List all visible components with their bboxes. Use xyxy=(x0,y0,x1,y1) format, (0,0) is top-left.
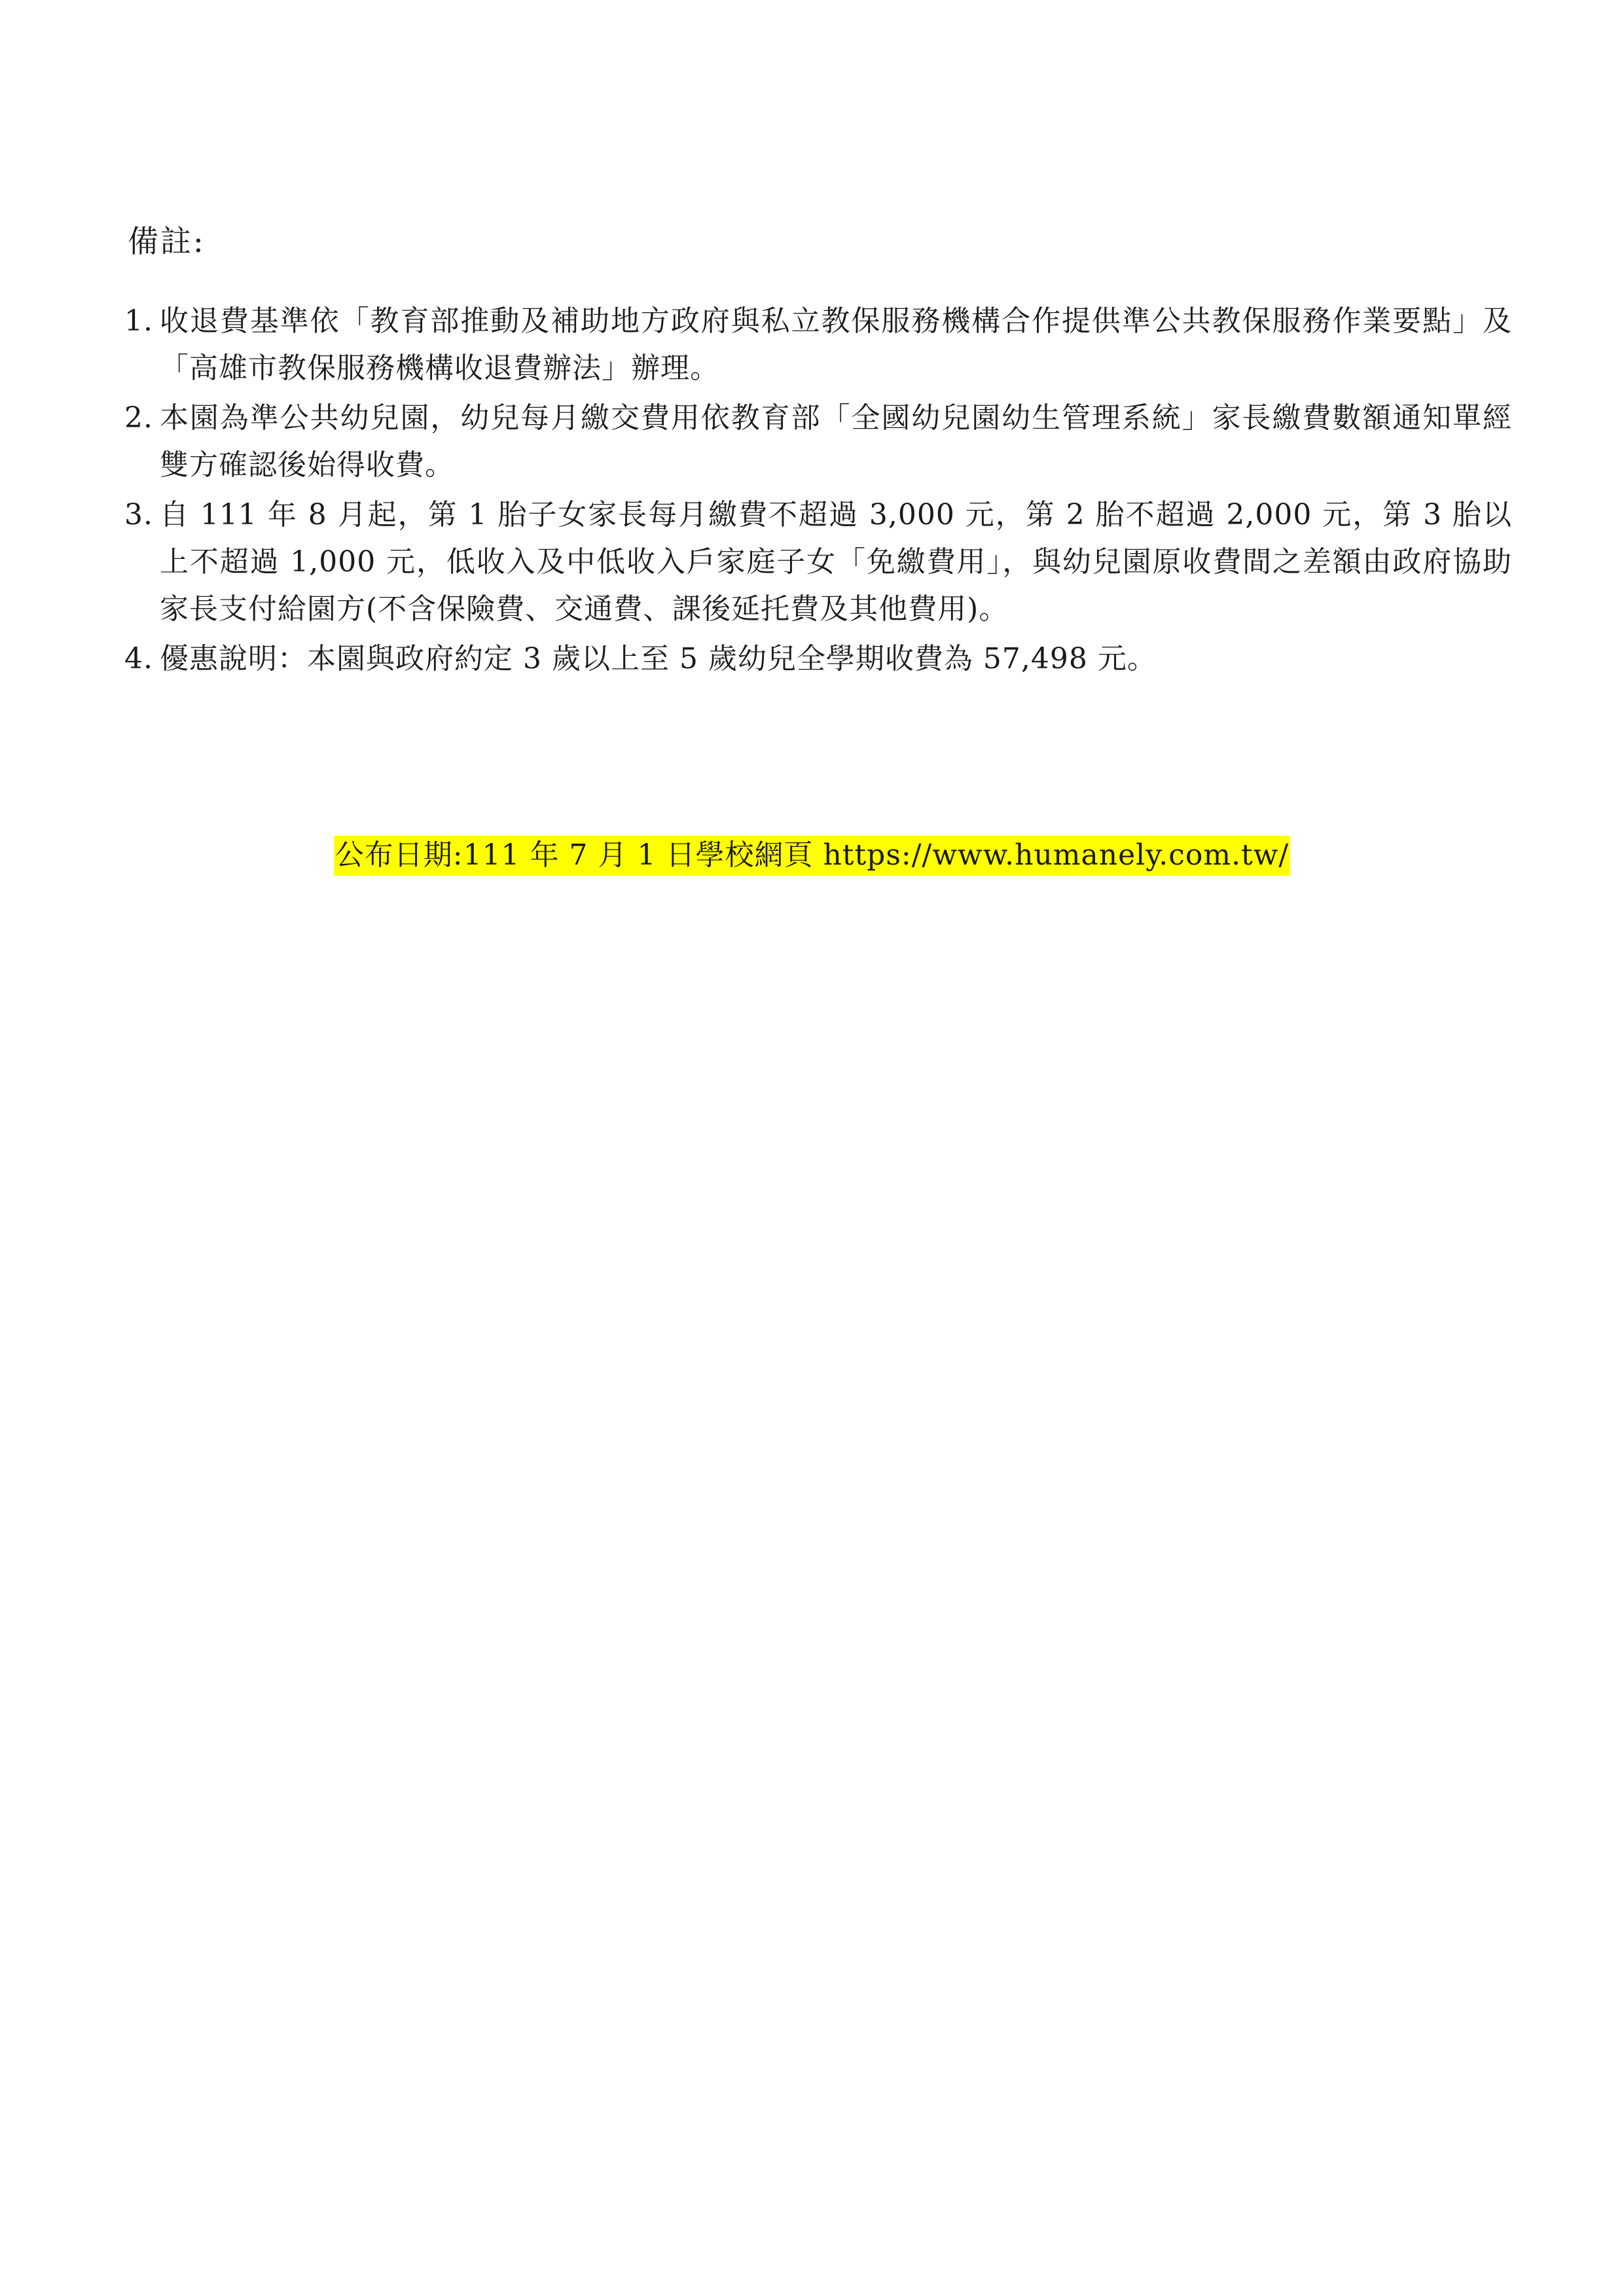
note-number: 4. xyxy=(124,642,153,675)
note-item xyxy=(124,492,1512,633)
note-text: 優惠說明：本園與政府約定 3 歲以上至 5 歲幼兒全學期收費為 57,498 元。 xyxy=(160,642,1157,675)
note-item xyxy=(124,298,1512,392)
notes-list xyxy=(124,298,1512,685)
note-number: 3. xyxy=(124,498,153,531)
note-text: 本園為準公共幼兒園，幼兒每月繳交費用依教育部「全國幼兒園幼生管理系統」家長繳費數額通知單經雙方確認後始得收費。 xyxy=(160,401,1512,482)
note-number: 1. xyxy=(124,304,153,338)
publish-date-highlight: 公布日期:111 年 7 月 1 日學校網頁 https://www.humanely.com.tw/ xyxy=(334,836,1290,876)
note-item xyxy=(124,395,1512,489)
note-text: 自 111 年 8 月起，第 1 胎子女家長每月繳費不超過 3,000 元，第 2 胎不超過 2,000 元，第 3 胎以上不超過 1,000 元，低收入及中低收入戶家庭子女「免繳費用」，與幼兒園原收費間之差額由政府協助家長支付給園方(不含保險費、交通費、課後延托費及其他費用)。 xyxy=(160,498,1512,626)
note-text: 收退費基準依「教育部推動及補助地方政府與私立教保服務機構合作提供準公共教保服務作業要點」及「高雄市教保服務機構收退費辦法」辦理。 xyxy=(160,304,1512,385)
note-item xyxy=(124,636,1512,683)
publish-notice xyxy=(0,834,1624,876)
note-number: 2. xyxy=(124,401,153,435)
notes-heading: 備註: xyxy=(128,224,206,260)
